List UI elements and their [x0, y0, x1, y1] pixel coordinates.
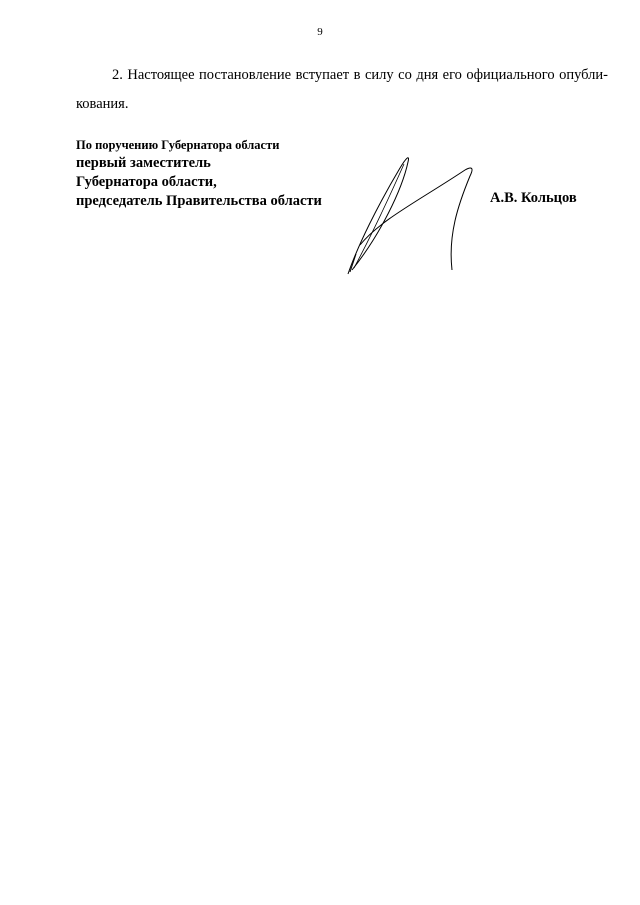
handwritten-signature [340, 150, 490, 280]
signer-name: А.В. Кольцов [490, 190, 577, 206]
position-line-3: председатель Правительства области [76, 193, 322, 209]
signature-block [76, 136, 322, 211]
on-behalf-line: По поручению Губернатора области [76, 138, 280, 152]
page-number: 9 [317, 26, 323, 38]
position-line-1: первый заместитель [76, 155, 211, 171]
position-line-2: Губернатора области, [76, 174, 217, 190]
body-paragraph: 2. Настоящее постановление вступает в силу со дня его официального опубли-кования. [76, 67, 608, 112]
